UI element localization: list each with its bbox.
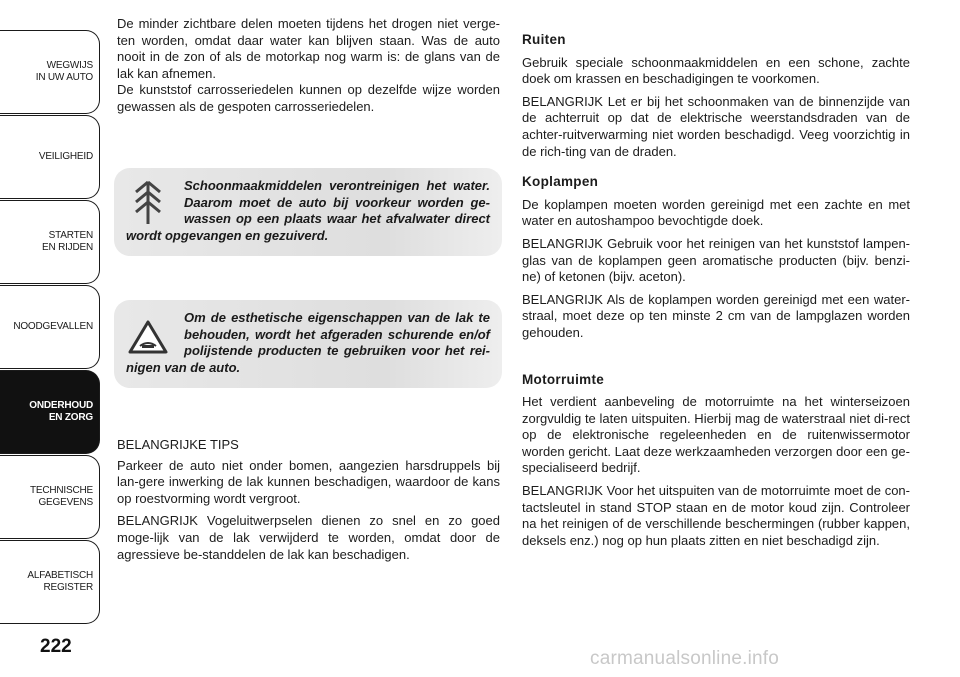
paragraph: Gebruik speciale schoonmaakmiddelen en een schone, zachte doek om krassen en beschadigingen te voorkomen. xyxy=(522,54,910,87)
warning-triangle-icon xyxy=(126,310,170,358)
paragraph: BELANGRIJK Vogeluitwerpselen dienen zo snel en zo goed moge-lijk van de lak verwijderd te worden, omdat door de agressieve be-standdelen de lak kan beschadigen. xyxy=(117,513,500,562)
tab-noodgevallen[interactable]: NOODGEVALLEN xyxy=(0,285,100,369)
paragraph: De kunststof carrosseriedelen kunnen op dezelfde wijze worden gewassen als de gespoten carrosseriedelen. xyxy=(117,82,500,114)
paragraph: BELANGRIJK Let er bij het schoonmaken van de binnenzijde van de achterruit op dat de elektrische weerstandsdraden van de achter-ruitverwarming niet worden beschadigd. Veeg voorzichtig in de rich-ting van de draden. xyxy=(522,93,910,159)
page-number: 222 xyxy=(40,636,72,657)
chapter-sidebar xyxy=(0,0,104,677)
watermark: carmanualsonline.info xyxy=(590,648,780,669)
tab-onderhoud[interactable]: ONDERHOUD EN ZORG xyxy=(0,370,100,454)
tab-technische[interactable]: TECHNISCHE GEGEVENS xyxy=(0,455,100,539)
tab-register[interactable]: ALFABETISCH REGISTER xyxy=(0,540,100,624)
tips-title: BELANGRIJKE TIPS xyxy=(117,437,239,452)
tab-starten[interactable]: STARTEN EN RIJDEN xyxy=(0,200,100,284)
paragraph: BELANGRIJK Voor het uitspuiten van de motorruimte moet de con-tactsleutel in stand STOP staan en de motor koud zijn. Controleer na het reinigen of de verschillende beschermingen (rubber kappen, deksels enz.) nog op hun plaats zitten en niet beschadigd zijn. xyxy=(522,483,910,548)
paragraph: De koplampen moeten worden gereinigd met een zachte en met water en autoshampoo bevochtigde doek. xyxy=(522,196,910,229)
eco-notice-box xyxy=(114,168,502,256)
section-heading-koplampen: Koplampen xyxy=(522,174,599,190)
paragraph: Het verdient aanbeveling de motorruimte na het winterseizoen zorgvuldig te laten uitspuiten. Hierbij mag de waterstraal niet di-rect op de elektronische regeleenheden en de ruitenwissermotor worden gericht. Laat deze werkzaamheden verzorgen door een ge-specialiseerd bedrijf. xyxy=(522,394,910,476)
right-column xyxy=(522,28,910,555)
tab-veiligheid[interactable]: VEILIGHEID xyxy=(0,115,100,199)
paragraph: BELANGRIJK Als de koplampen worden gereinigd met een water-straal, moet deze op ten minste 2 cm van de lampglazen worden gehouden. xyxy=(522,291,910,340)
warning-notice-text: Om de esthetische eigenschappen van de lak te behouden, wordt het afgeraden schurende en/of polijstende producten te gebruiken voor het rei-nigen van de auto. xyxy=(126,310,490,375)
section-heading-ruiten: Ruiten xyxy=(522,32,566,47)
paragraph: De minder zichtbare delen moeten tijdens het drogen niet verge-ten worden, omdat daar water kan blijven staan. Was de auto nooit in de zon of als de motorkap nog warm is: de glans van de lak kan afnemen. xyxy=(117,16,500,81)
eco-tree-icon xyxy=(126,178,170,226)
eco-notice-text: Schoonmaakmiddelen verontreinigen het water. Daarom moet de auto bij voorkeur worden ge-wassen op een plaats waar het afvalwater direct wordt opgevangen en gezuiverd. xyxy=(126,178,490,243)
section-heading-motorruimte: Motorruimte xyxy=(522,371,605,387)
left-column-tips xyxy=(117,437,500,569)
tab-wegwijs[interactable]: WEGWIJS IN UW AUTO xyxy=(0,30,100,114)
left-column-intro xyxy=(117,16,500,122)
paragraph: Parkeer de auto niet onder bomen, aangezien harsdruppels bij lan-gere inwerking de lak kunnen beschadigen, waardoor de kans op roestvorming wordt vergroot. xyxy=(117,457,500,506)
warning-notice-box xyxy=(114,300,502,388)
paragraph: BELANGRIJK Gebruik voor het reinigen van het kunststof lampen-glas van de koplampen geen aromatische producten (bijv. benzi-ne) of ketonen (bijv. aceton). xyxy=(522,235,910,285)
